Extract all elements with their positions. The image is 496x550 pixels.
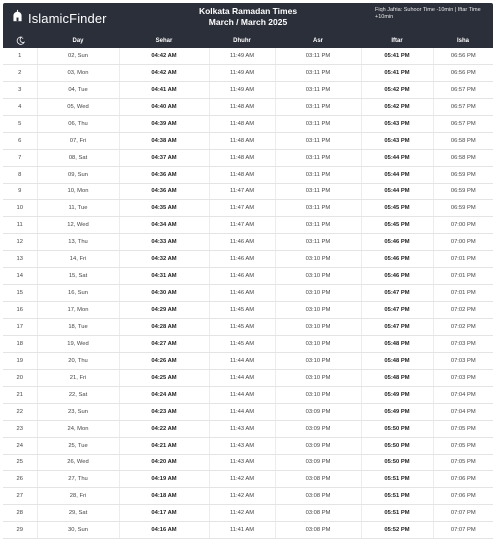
table-row — [3, 335, 493, 352]
sehar-time: 04:20 AM — [119, 454, 209, 471]
dhuhr-time: 11:45 AM — [209, 335, 275, 352]
isha-time: 06:57 PM — [433, 115, 493, 132]
sehar-time: 04:42 AM — [119, 64, 209, 81]
day-cell: 04, Tue — [37, 81, 119, 98]
asr-time: 03:11 PM — [275, 200, 361, 217]
day-cell: 16, Sun — [37, 285, 119, 302]
table-row — [3, 420, 493, 437]
isha-time: 07:02 PM — [433, 302, 493, 319]
dhuhr-time: 11:46 AM — [209, 251, 275, 268]
isha-time: 06:58 PM — [433, 149, 493, 166]
dhuhr-time: 11:48 AM — [209, 149, 275, 166]
table-row — [3, 319, 493, 336]
sehar-time: 04:31 AM — [119, 268, 209, 285]
asr-time: 03:11 PM — [275, 166, 361, 183]
sehar-time: 04:21 AM — [119, 437, 209, 454]
iftar-time: 05:45 PM — [361, 200, 433, 217]
dhuhr-time: 11:46 AM — [209, 268, 275, 285]
day-cell: 02, Sun — [37, 48, 119, 64]
dhuhr-time: 11:49 AM — [209, 64, 275, 81]
column-header-day: Day — [72, 37, 84, 44]
dhuhr-time: 11:46 AM — [209, 285, 275, 302]
day-cell: 15, Sat — [37, 268, 119, 285]
day-number: 19 — [3, 352, 37, 369]
iftar-time: 05:50 PM — [361, 420, 433, 437]
asr-time: 03:08 PM — [275, 522, 361, 539]
day-number: 8 — [3, 166, 37, 183]
day-cell: 12, Wed — [37, 217, 119, 234]
day-cell: 21, Fri — [37, 369, 119, 386]
sehar-time: 04:36 AM — [119, 166, 209, 183]
iftar-time: 05:42 PM — [361, 98, 433, 115]
asr-time: 03:10 PM — [275, 386, 361, 403]
table-row — [3, 285, 493, 302]
fiqh-note: Fiqh Jafria: Suhoor Time -10min | Iftar Time +10min — [375, 7, 481, 20]
header-bar — [3, 3, 493, 33]
sehar-time: 04:42 AM — [119, 48, 209, 64]
dhuhr-time: 11:48 AM — [209, 98, 275, 115]
isha-time: 07:01 PM — [433, 251, 493, 268]
table-row — [3, 183, 493, 200]
asr-time: 03:08 PM — [275, 505, 361, 522]
iftar-time: 05:47 PM — [361, 319, 433, 336]
asr-time: 03:10 PM — [275, 369, 361, 386]
day-cell: 05, Wed — [37, 98, 119, 115]
iftar-time: 05:46 PM — [361, 234, 433, 251]
day-cell: 27, Thu — [37, 471, 119, 488]
iftar-time: 05:50 PM — [361, 437, 433, 454]
isha-time: 07:03 PM — [433, 352, 493, 369]
day-number: 11 — [3, 217, 37, 234]
asr-time: 03:09 PM — [275, 454, 361, 471]
column-header-row — [3, 33, 493, 48]
isha-time: 07:01 PM — [433, 268, 493, 285]
asr-time: 03:11 PM — [275, 64, 361, 81]
asr-time: 03:11 PM — [275, 81, 361, 98]
day-number: 24 — [3, 437, 37, 454]
isha-time: 07:00 PM — [433, 217, 493, 234]
isha-time: 06:57 PM — [433, 81, 493, 98]
brand-logo[interactable] — [3, 9, 151, 27]
day-number: 15 — [3, 285, 37, 302]
dhuhr-time: 11:44 AM — [209, 386, 275, 403]
iftar-time: 05:49 PM — [361, 386, 433, 403]
day-number: 29 — [3, 522, 37, 539]
dhuhr-time: 11:42 AM — [209, 488, 275, 505]
asr-time: 03:09 PM — [275, 437, 361, 454]
sehar-time: 04:30 AM — [119, 285, 209, 302]
day-cell: 14, Fri — [37, 251, 119, 268]
sehar-time: 04:18 AM — [119, 488, 209, 505]
column-header-asr: Asr — [312, 37, 323, 44]
table-row — [3, 149, 493, 166]
dhuhr-time: 11:43 AM — [209, 437, 275, 454]
day-number: 23 — [3, 420, 37, 437]
sehar-time: 04:28 AM — [119, 319, 209, 336]
isha-time: 07:04 PM — [433, 403, 493, 420]
isha-time: 07:00 PM — [433, 234, 493, 251]
crescent-moon-icon — [3, 36, 37, 45]
dhuhr-time: 11:43 AM — [209, 454, 275, 471]
iftar-time: 05:50 PM — [361, 454, 433, 471]
dhuhr-time: 11:44 AM — [209, 352, 275, 369]
isha-time: 06:56 PM — [433, 48, 493, 64]
day-number: 5 — [3, 115, 37, 132]
asr-time: 03:11 PM — [275, 234, 361, 251]
table-row — [3, 81, 493, 98]
iftar-time: 05:43 PM — [361, 132, 433, 149]
iftar-time: 05:46 PM — [361, 251, 433, 268]
asr-time: 03:08 PM — [275, 488, 361, 505]
table-row — [3, 488, 493, 505]
sehar-time: 04:32 AM — [119, 251, 209, 268]
iftar-time: 05:49 PM — [361, 403, 433, 420]
day-cell: 25, Tue — [37, 437, 119, 454]
sehar-time: 04:38 AM — [119, 132, 209, 149]
isha-time: 07:03 PM — [433, 335, 493, 352]
dhuhr-time: 11:44 AM — [209, 369, 275, 386]
sehar-time: 04:33 AM — [119, 234, 209, 251]
asr-time: 03:08 PM — [275, 471, 361, 488]
day-number: 17 — [3, 319, 37, 336]
day-number: 6 — [3, 132, 37, 149]
day-cell: 17, Mon — [37, 302, 119, 319]
day-cell: 07, Fri — [37, 132, 119, 149]
table-row — [3, 268, 493, 285]
day-number: 25 — [3, 454, 37, 471]
dhuhr-time: 11:49 AM — [209, 48, 275, 64]
asr-time: 03:10 PM — [275, 285, 361, 302]
asr-time: 03:10 PM — [275, 352, 361, 369]
dhuhr-time: 11:48 AM — [209, 132, 275, 149]
isha-time: 07:06 PM — [433, 471, 493, 488]
day-number: 13 — [3, 251, 37, 268]
day-cell: 24, Mon — [37, 420, 119, 437]
day-number: 21 — [3, 386, 37, 403]
day-cell: 10, Mon — [37, 183, 119, 200]
iftar-time: 05:42 PM — [361, 81, 433, 98]
title-month: March / March 2025 — [208, 17, 288, 27]
day-cell: 20, Thu — [37, 352, 119, 369]
iftar-time: 05:44 PM — [361, 166, 433, 183]
day-number: 22 — [3, 403, 37, 420]
table-row — [3, 234, 493, 251]
sehar-time: 04:29 AM — [119, 302, 209, 319]
sehar-time: 04:27 AM — [119, 335, 209, 352]
day-number: 7 — [3, 149, 37, 166]
sehar-time: 04:26 AM — [119, 352, 209, 369]
column-header-iftar: Iftar — [391, 37, 403, 44]
brand-name: IslamicFinder — [28, 10, 107, 26]
table-row — [3, 352, 493, 369]
asr-time: 03:10 PM — [275, 268, 361, 285]
iftar-time: 05:47 PM — [361, 302, 433, 319]
table-row — [3, 115, 493, 132]
asr-time: 03:11 PM — [275, 132, 361, 149]
table-row — [3, 166, 493, 183]
day-cell: 11, Tue — [37, 200, 119, 217]
title-city: Kolkata Ramadan Times — [198, 6, 298, 16]
day-cell: 09, Sun — [37, 166, 119, 183]
asr-time: 03:11 PM — [275, 217, 361, 234]
sehar-time: 04:34 AM — [119, 217, 209, 234]
column-header-sehar: Sehar — [155, 37, 173, 44]
day-number: 2 — [3, 64, 37, 81]
day-number: 10 — [3, 200, 37, 217]
table-row — [3, 386, 493, 403]
isha-time: 07:01 PM — [433, 285, 493, 302]
sehar-time: 04:25 AM — [119, 369, 209, 386]
table-row — [3, 200, 493, 217]
timetable-body — [3, 48, 493, 539]
isha-time: 07:02 PM — [433, 319, 493, 336]
sehar-time: 04:17 AM — [119, 505, 209, 522]
table-row — [3, 454, 493, 471]
sehar-time: 04:40 AM — [119, 98, 209, 115]
column-header-isha: Isha — [456, 37, 469, 44]
day-cell: 28, Fri — [37, 488, 119, 505]
day-number: 14 — [3, 268, 37, 285]
dhuhr-time: 11:49 AM — [209, 81, 275, 98]
day-cell: 06, Thu — [37, 115, 119, 132]
dhuhr-time: 11:47 AM — [209, 183, 275, 200]
sehar-time: 04:22 AM — [119, 420, 209, 437]
iftar-time: 05:51 PM — [361, 488, 433, 505]
day-cell: 30, Sun — [37, 522, 119, 539]
day-cell: 26, Wed — [37, 454, 119, 471]
dhuhr-time: 11:47 AM — [209, 200, 275, 217]
isha-time: 07:07 PM — [433, 522, 493, 539]
day-number: 26 — [3, 471, 37, 488]
day-number: 12 — [3, 234, 37, 251]
isha-time: 06:56 PM — [433, 64, 493, 81]
day-number: 9 — [3, 183, 37, 200]
table-row — [3, 48, 493, 64]
asr-time: 03:10 PM — [275, 302, 361, 319]
iftar-time: 05:41 PM — [361, 48, 433, 64]
dhuhr-time: 11:47 AM — [209, 217, 275, 234]
isha-time: 07:03 PM — [433, 369, 493, 386]
sehar-time: 04:19 AM — [119, 471, 209, 488]
isha-time: 06:59 PM — [433, 183, 493, 200]
iftar-time: 05:51 PM — [361, 471, 433, 488]
isha-time: 07:06 PM — [433, 488, 493, 505]
sehar-time: 04:37 AM — [119, 149, 209, 166]
day-number: 27 — [3, 488, 37, 505]
table-row — [3, 132, 493, 149]
table-row — [3, 522, 493, 539]
table-row — [3, 64, 493, 81]
table-row — [3, 471, 493, 488]
day-number: 20 — [3, 369, 37, 386]
asr-time: 03:11 PM — [275, 149, 361, 166]
iftar-time: 05:43 PM — [361, 115, 433, 132]
iftar-time: 05:41 PM — [361, 64, 433, 81]
sehar-time: 04:35 AM — [119, 200, 209, 217]
iftar-time: 05:44 PM — [361, 149, 433, 166]
sehar-time: 04:16 AM — [119, 522, 209, 539]
isha-time: 07:05 PM — [433, 420, 493, 437]
iftar-time: 05:45 PM — [361, 217, 433, 234]
day-number: 3 — [3, 81, 37, 98]
table-row — [3, 437, 493, 454]
asr-time: 03:10 PM — [275, 251, 361, 268]
dhuhr-time: 11:46 AM — [209, 234, 275, 251]
day-cell: 08, Sat — [37, 149, 119, 166]
mosque-icon — [11, 9, 24, 27]
day-number: 4 — [3, 98, 37, 115]
dhuhr-time: 11:48 AM — [209, 115, 275, 132]
iftar-time: 05:46 PM — [361, 268, 433, 285]
sehar-time: 04:36 AM — [119, 183, 209, 200]
isha-time: 07:07 PM — [433, 505, 493, 522]
dhuhr-time: 11:45 AM — [209, 319, 275, 336]
iftar-time: 05:44 PM — [361, 183, 433, 200]
day-cell: 23, Sun — [37, 403, 119, 420]
iftar-time: 05:48 PM — [361, 352, 433, 369]
day-number: 16 — [3, 302, 37, 319]
asr-time: 03:11 PM — [275, 183, 361, 200]
sehar-time: 04:24 AM — [119, 386, 209, 403]
table-row — [3, 302, 493, 319]
asr-time: 03:10 PM — [275, 335, 361, 352]
isha-time: 06:57 PM — [433, 98, 493, 115]
day-cell: 03, Mon — [37, 64, 119, 81]
day-number: 28 — [3, 505, 37, 522]
iftar-time: 05:47 PM — [361, 285, 433, 302]
table-row — [3, 403, 493, 420]
column-header-dhuhr: Dhuhr — [233, 37, 251, 44]
iftar-time: 05:51 PM — [361, 505, 433, 522]
table-row — [3, 251, 493, 268]
asr-time: 03:11 PM — [275, 48, 361, 64]
asr-time: 03:09 PM — [275, 420, 361, 437]
iftar-time: 05:48 PM — [361, 335, 433, 352]
table-row — [3, 505, 493, 522]
table-row — [3, 98, 493, 115]
day-cell: 22, Sat — [37, 386, 119, 403]
day-number: 1 — [3, 48, 37, 64]
sehar-time: 04:39 AM — [119, 115, 209, 132]
asr-time: 03:09 PM — [275, 403, 361, 420]
day-cell: 19, Wed — [37, 335, 119, 352]
dhuhr-time: 11:48 AM — [209, 166, 275, 183]
asr-time: 03:11 PM — [275, 115, 361, 132]
isha-time: 06:59 PM — [433, 200, 493, 217]
dhuhr-time: 11:42 AM — [209, 471, 275, 488]
day-cell: 18, Tue — [37, 319, 119, 336]
isha-time: 07:04 PM — [433, 386, 493, 403]
dhuhr-time: 11:44 AM — [209, 403, 275, 420]
isha-time: 07:05 PM — [433, 437, 493, 454]
day-cell: 13, Thu — [37, 234, 119, 251]
sehar-time: 04:41 AM — [119, 81, 209, 98]
iftar-time: 05:52 PM — [361, 522, 433, 539]
sehar-time: 04:23 AM — [119, 403, 209, 420]
isha-time: 06:59 PM — [433, 166, 493, 183]
asr-time: 03:10 PM — [275, 319, 361, 336]
asr-time: 03:11 PM — [275, 98, 361, 115]
dhuhr-time: 11:43 AM — [209, 420, 275, 437]
table-row — [3, 369, 493, 386]
day-number: 18 — [3, 335, 37, 352]
dhuhr-time: 11:45 AM — [209, 302, 275, 319]
table-row — [3, 217, 493, 234]
isha-time: 07:05 PM — [433, 454, 493, 471]
isha-time: 06:58 PM — [433, 132, 493, 149]
day-cell: 29, Sat — [37, 505, 119, 522]
dhuhr-time: 11:41 AM — [209, 522, 275, 539]
timetable — [3, 48, 493, 539]
iftar-time: 05:48 PM — [361, 369, 433, 386]
page-title — [199, 6, 297, 28]
dhuhr-time: 11:42 AM — [209, 505, 275, 522]
